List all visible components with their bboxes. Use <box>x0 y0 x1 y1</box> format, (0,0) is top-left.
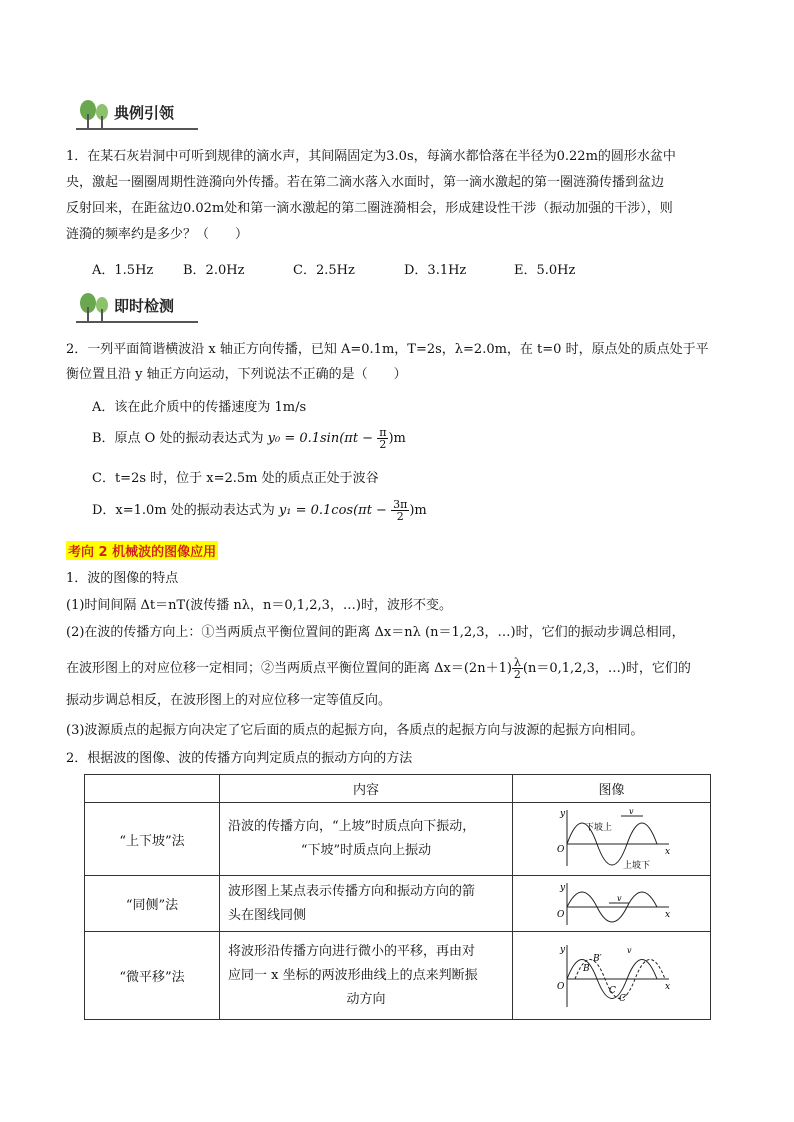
q2-option-b <box>92 424 406 454</box>
numerator: 3π <box>393 498 408 511</box>
numerator: π <box>379 426 387 439</box>
body-p6: (3)波源质点的起振方向决定了它后面的质点的起振方向，各质点的起振方向与波源的起振方向相同。 <box>66 723 644 738</box>
axis-label-y: y <box>559 944 565 955</box>
table-row <box>85 932 711 1020</box>
content-line: “下坡”时质点向上振动 <box>300 843 432 858</box>
content-line: 应同一 x 坐标的两波形曲线上的点来判断振 <box>228 967 478 983</box>
axis-label-y: y <box>559 882 565 893</box>
method-content <box>220 803 513 876</box>
wave-figure-same-side <box>547 881 677 927</box>
q1-line-1: 1．在某石灰岩洞中可听到规律的滴水声，其间隔固定为3.0s，每滴水都恰落在半径为0.22m的圆形水盆中 <box>66 149 676 164</box>
method-figure-cell <box>513 932 711 1020</box>
content-line: 波形图上某点表示传播方向和振动方向的箭 <box>228 883 476 899</box>
wave-figure-shift <box>547 941 677 1011</box>
section-title: 考向 2 机械波的图像应用 <box>66 541 218 560</box>
fraction <box>512 657 523 680</box>
body-p3: (2)在波的传播方向上：①当两质点平衡位置间的距离 Δx＝nλ (n＝1,2,3，…)时，它们的振动步调总相同， <box>66 625 685 640</box>
velocity-label: v <box>616 893 622 903</box>
method-figure-cell <box>513 876 711 932</box>
axis-label-x: x <box>664 981 670 992</box>
q1-option-e: E．5.0Hz <box>514 263 576 278</box>
method-name: “同侧”法 <box>85 876 220 932</box>
body-p5: 振动步调总相反，在波形图上的对应位移一定等值反向。 <box>66 693 392 708</box>
q2-option-d-equation: y₁ = 0.1cos(πt − <box>278 503 387 518</box>
body-p2: (1)时间间隔 Δt＝nT(波传播 nλ，n＝0,1,2,3，…)时，波形不变。 <box>66 598 452 613</box>
q1-option-b: B．2.0Hz <box>183 263 245 278</box>
q1-line-3: 反射回来，在距盆边0.02m处和第一滴水激起的第二圈涟漪相会，形成建设性干涉（振动加强的干涉），则 <box>66 201 673 216</box>
wave-figure-slope <box>547 806 677 872</box>
section-header-title: 典例引领 <box>114 104 175 122</box>
velocity-label: v <box>628 807 634 816</box>
method-content <box>220 876 513 932</box>
velocity-label: v <box>626 945 632 955</box>
q2-option-a: A．该在此介质中的传播速度为 1m/s <box>92 400 307 415</box>
origin-label: O <box>556 909 564 920</box>
table-header-cell <box>85 775 220 803</box>
q1-line-4: 涟漪的频率约是多少？（ ） <box>66 227 249 242</box>
q1-option-d: D．3.1Hz <box>404 263 467 278</box>
content-line: 沿波的传播方向，“上坡”时质点向下振动， <box>228 819 476 834</box>
origin-label: O <box>556 845 564 855</box>
q2-option-d-end: )m <box>409 503 427 518</box>
leaf-icon <box>78 100 112 128</box>
method-content <box>220 932 513 1020</box>
table-header-cell: 内容 <box>220 775 513 803</box>
fraction <box>391 499 409 522</box>
axis-label-y: y <box>559 809 565 819</box>
body-p4-end: (n＝0,1,2,3，…)时，它们的 <box>522 661 691 676</box>
q2-option-b-end: )m <box>388 431 406 446</box>
q2-line-1: 2．一列平面简谐横波沿 x 轴正方向传播，已知 A=0.1m，T=2s，λ=2.0m，在 t=0 时，原点处的质点处于平 <box>66 342 709 357</box>
point-b-label: B <box>582 963 590 974</box>
content-line: 动方向 <box>346 991 386 1007</box>
body-p7: 2．根据波的图像、波的传播方向判定质点的振动方向的方法 <box>66 751 413 766</box>
header-underline <box>76 321 198 323</box>
body-p4-text: 在波形图上的对应位移一定相同；②当两质点平衡位置间的距离 Δx＝(2n＋1) <box>66 661 512 676</box>
denominator: 2 <box>513 668 521 681</box>
content-line: 将波形沿传播方向进行微小的平移，再由对 <box>228 943 476 959</box>
point-b2-label: B′ <box>592 953 602 964</box>
leaf-icon <box>78 293 112 321</box>
table-row <box>85 876 711 932</box>
method-name: “微平移”法 <box>85 932 220 1020</box>
section-header-check <box>76 293 198 323</box>
fraction <box>377 427 388 450</box>
section-header-title: 即时检测 <box>114 297 175 315</box>
slope-label-up: 上坡下 <box>622 861 650 871</box>
q1-option-a: A．1.5Hz <box>92 263 154 278</box>
body-p1: 1．波的图像的特点 <box>66 571 179 586</box>
table-header-cell: 图像 <box>513 775 711 803</box>
numerator: λ <box>512 657 523 669</box>
header-underline <box>76 128 198 130</box>
origin-label: O <box>556 981 564 992</box>
content-line: 头在图线同侧 <box>228 907 307 923</box>
denominator: 2 <box>396 510 404 523</box>
denominator: 2 <box>379 438 387 451</box>
q2-option-b-text: B．原点 O 处的振动表达式为 <box>92 431 264 446</box>
method-table <box>84 774 711 1020</box>
axis-label-x: x <box>664 847 670 857</box>
q2-option-c: C．t=2s 时，位于 x=2.5m 处的质点正处于波谷 <box>92 471 379 486</box>
axis-label-x: x <box>664 909 670 920</box>
point-c-label: C <box>608 985 616 996</box>
q2-line-2: 衡位置且沿 y 轴正方向运动，下列说法不正确的是（ ） <box>66 367 407 382</box>
section-header-examples <box>76 100 198 130</box>
table-row <box>85 803 711 876</box>
point-c2-label: C′ <box>618 993 628 1004</box>
q1-line-2: 央，激起一圈圈周期性涟漪向外传播。若在第二滴水落入水面时，第一滴水激起的第一圈涟漪传播到盆边 <box>66 175 665 190</box>
q2-option-d-text: D．x=1.0m 处的振动表达式为 <box>92 503 275 518</box>
q2-option-b-equation: y₀ = 0.1sin(πt − <box>267 431 374 446</box>
body-p4 <box>66 656 691 682</box>
table-header-row <box>85 775 711 803</box>
q1-option-c: C．2.5Hz <box>293 263 355 278</box>
slope-label-down: 下坡上 <box>584 823 612 833</box>
method-name: “上下坡”法 <box>85 803 220 876</box>
method-figure-cell <box>513 803 711 876</box>
q2-option-d <box>92 496 427 526</box>
